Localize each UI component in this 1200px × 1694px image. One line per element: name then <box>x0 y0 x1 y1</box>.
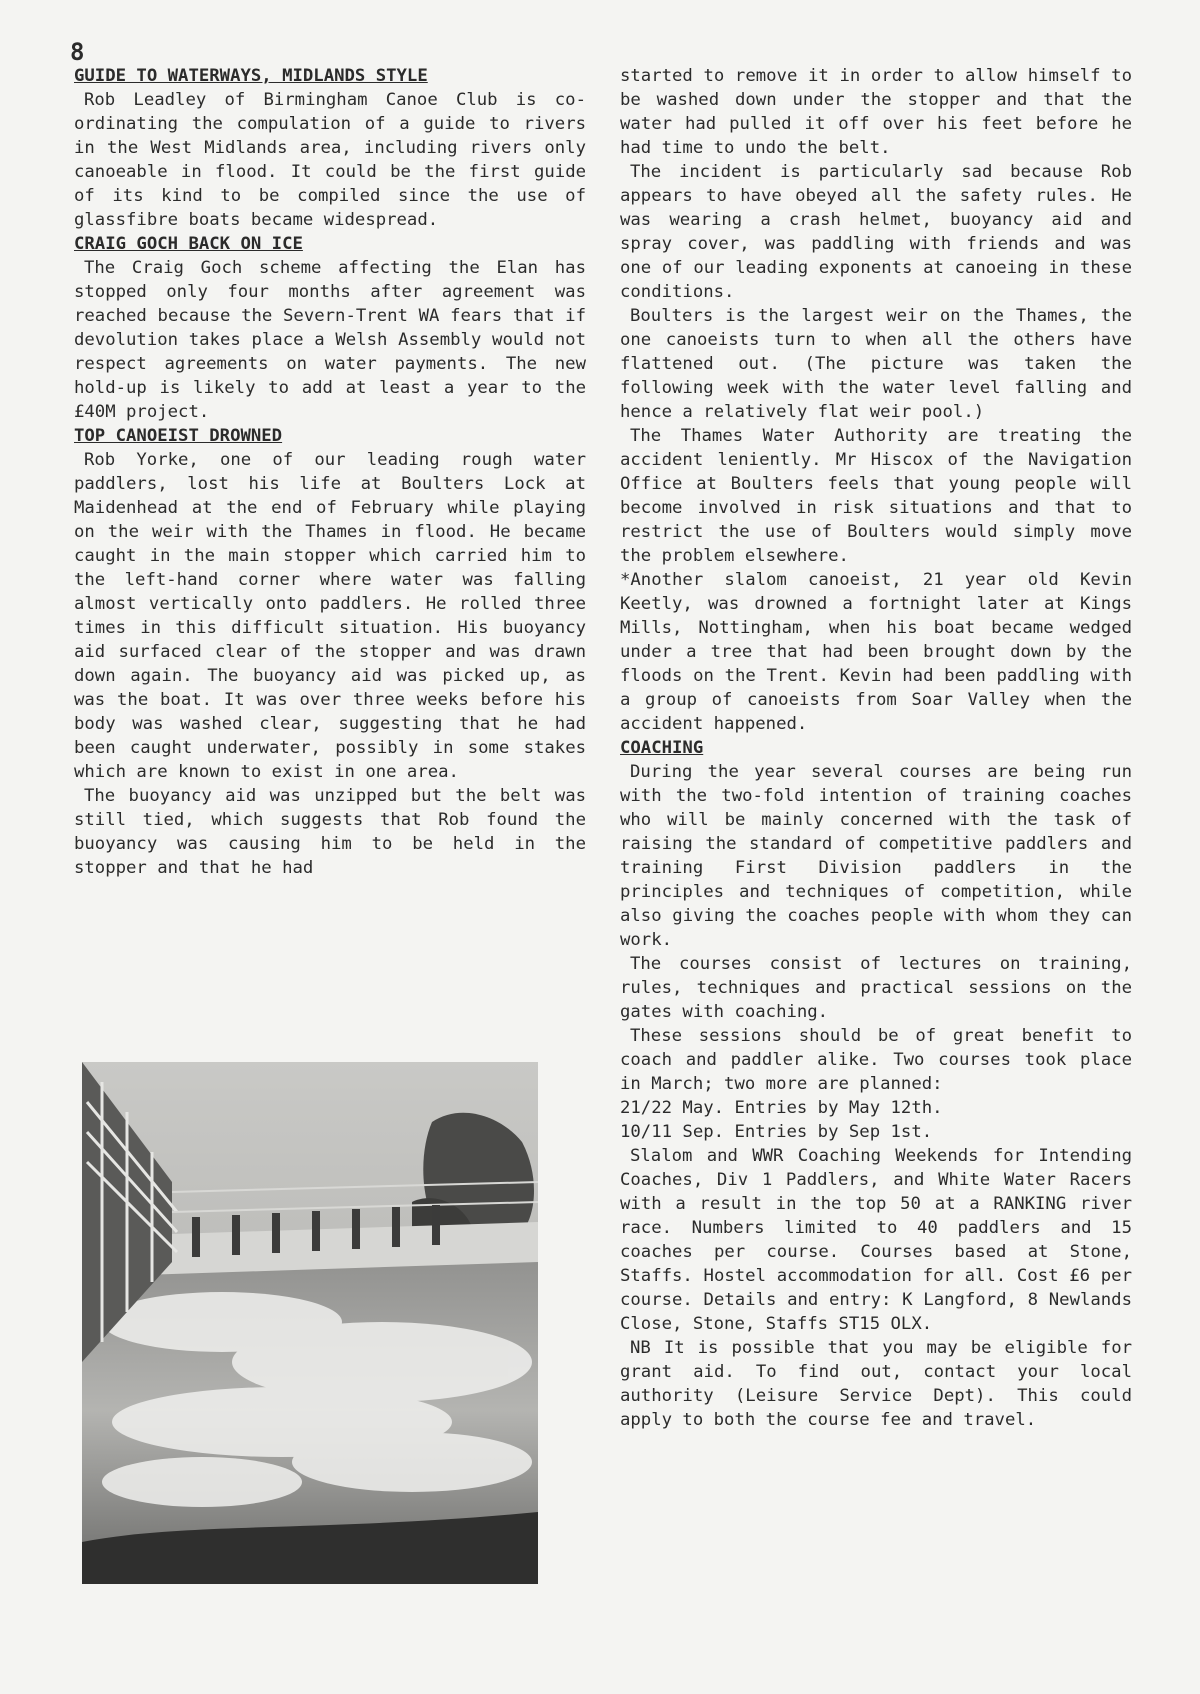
course-dates-1: 21/22 May. Entries by May 12th. <box>620 1098 943 1118</box>
page-number: 8 <box>70 38 85 66</box>
authority-paragraph: The Thames Water Authority are treating the accident leniently. Mr Hiscox of the Navigation Office at Boulters feels that young people will become involved in risk situations and that to restrict the use of Boulters would simply move the problem elsewhere. <box>620 426 1132 566</box>
coaching-paragraph-3: These sessions should be of great benefit to coach and paddler alike. Two courses took place in March; two more are planned: <box>620 1026 1132 1094</box>
drowned-paragraph-1: Rob Yorke, one of our leading rough water paddlers, lost his life at Boulters Lock at Maidenhead at the end of February while playing on the weir with the Thames in flood. He became caught in the main stopper which carried him to the left-hand corner where water was falling almost vertically onto paddlers. He rolled three times in this difficult situation. His buoyancy aid surfaced clear of the stopper and was drawn down again. The buoyancy aid was picked up, as was the boat. It was over three weeks before his body was washed clear, suggesting that he had been caught underwater, possibly in some stakes which are known to exist in one area. <box>74 450 586 782</box>
guide-heading: GUIDE TO WATERWAYS, MIDLANDS STYLE <box>74 66 428 86</box>
incident-paragraph: The incident is particularly sad because Rob appears to have obeyed all the safety rules. He was wearing a crash helmet, buoyancy aid and spray cover, was paddling with friends and was one of our leading exponents at canoeing in these conditions. <box>620 162 1132 302</box>
coaching-paragraph-2: The courses consist of lectures on training, rules, techniques and practical sessions on the gates with coaching. <box>620 954 1132 1022</box>
craig-goch-paragraph: The Craig Goch scheme affecting the Elan has stopped only four months after agreement was reached because the Severn-Trent WA fears that if devolution takes place a Welsh Assembly would not respect agreements on water payments. The new hold-up is likely to add at least a year to the £40M project. <box>74 258 586 422</box>
guide-paragraph: Rob Leadley of Birmingham Canoe Club is co-ordinating the compulation of a guide to rivers in the West Midlands area, including rivers only canoeable in flood. It could be the first guide of its kind to be compiled since the use of glassfibre boats became widespread. <box>74 90 586 230</box>
coaching-paragraph-4: Slalom and WWR Coaching Weekends for Intending Coaches, Div 1 Paddlers, and White Water Racers with a result in the top 50 at a RANKING river race. Numbers limited to 40 paddlers and 15 coaches per course. Courses based at Stone, Staffs. Hostel accommodation for all. Cost £6 per course. Details and entry: K Langford, 8 Newlands Close, Stone, Staffs ST15 OLX. <box>620 1146 1132 1334</box>
continued-paragraph: started to remove it in order to allow himself to be washed down under the stopper and that the water had pulled it off over his feet before he had time to undo the belt. <box>620 66 1132 158</box>
drowned-heading: TOP CANOEIST DROWNED <box>74 426 283 446</box>
coaching-paragraph-5: NB It is possible that you may be eligible for grant aid. To find out, contact your local authority (Leisure Service Dept). This could apply to both the course fee and travel. <box>620 1338 1132 1430</box>
drowned-paragraph-2: The buoyancy aid was unzipped but the belt was still tied, which suggests that Rob found the buoyancy was causing him to be held in the stopper and that he had <box>74 786 586 878</box>
left-column <box>74 64 586 880</box>
coaching-paragraph-1: During the year several courses are being run with the two-fold intention of training coaches who will be mainly concerned with the task of raising the standard of competitive paddlers and training First Division paddlers in the principles and techniques of competition, while also giving the coaches people with whom they can work. <box>620 762 1132 950</box>
course-dates-2: 10/11 Sep. Entries by Sep 1st. <box>620 1122 933 1142</box>
coaching-heading: COACHING <box>620 738 704 758</box>
weir-photo <box>82 1062 538 1584</box>
boulters-paragraph: Boulters is the largest weir on the Thames, the one canoeists turn to when all the others have flattened out. (The picture was taken the following week with the water level falling and hence a relatively flat weir pool.) <box>620 306 1132 422</box>
right-column <box>620 64 1132 1432</box>
craig-goch-heading: CRAIG GOCH BACK ON ICE <box>74 234 303 254</box>
another-canoeist-paragraph: *Another slalom canoeist, 21 year old Kevin Keetly, was drowned a fortnight later at Kings Mills, Nottingham, when his boat became wedged under a tree that had been brought down by the floods on the Trent. Kevin had been paddling with a group of canoeists from Soar Valley when the accident happened. <box>620 570 1132 734</box>
